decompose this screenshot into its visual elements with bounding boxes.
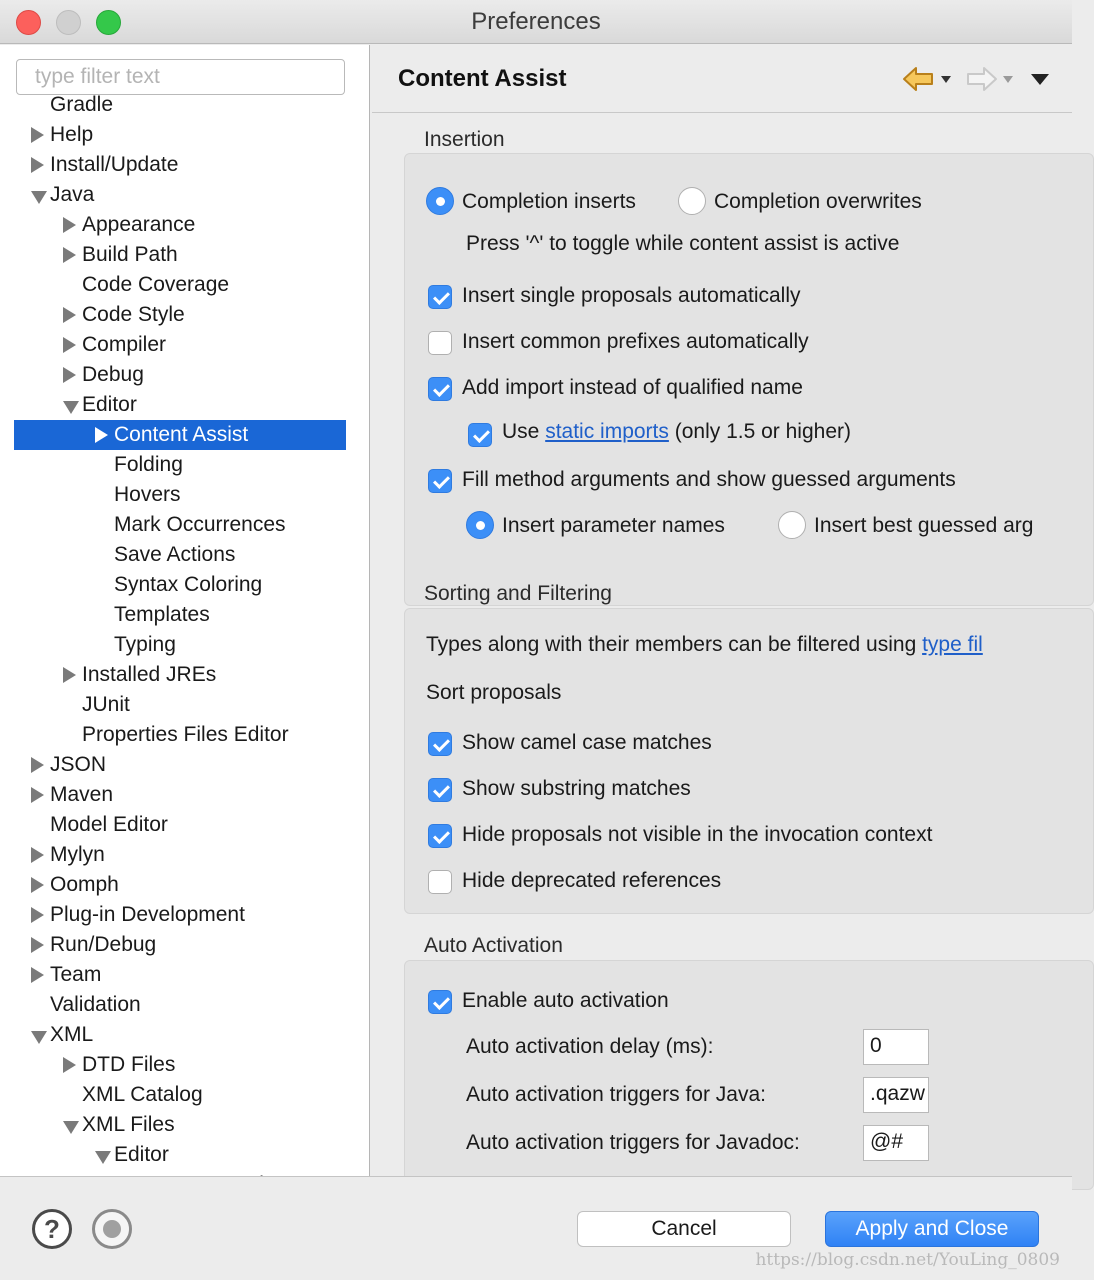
page-title: Content Assist	[398, 65, 567, 92]
tree-item[interactable]	[14, 480, 346, 510]
auto-activation-group-label: Auto Activation	[424, 934, 563, 957]
content-assist-page	[372, 45, 1072, 1176]
tree-item-label: XML Files	[82, 1113, 175, 1136]
tree-item[interactable]	[14, 900, 346, 930]
insertion-group	[404, 153, 1094, 606]
tree-item-label: Mark Occurrences	[114, 513, 286, 536]
insert-common-label: Insert common prefixes automatically	[462, 330, 809, 353]
collapsed-triangle-icon[interactable]	[63, 1057, 76, 1073]
static-imports-prefix: Use	[502, 420, 546, 443]
tree-item[interactable]	[14, 300, 346, 330]
forward-arrow-icon[interactable]	[964, 65, 998, 93]
expanded-triangle-icon[interactable]	[95, 1151, 111, 1164]
page-header	[372, 45, 1072, 113]
expanded-triangle-icon[interactable]	[31, 191, 47, 204]
tree-item-label: Templates	[114, 603, 210, 626]
tree-item[interactable]	[14, 180, 346, 210]
tree-item-label: Plug-in Development	[50, 903, 245, 926]
collapsed-triangle-icon[interactable]	[63, 337, 76, 353]
back-arrow-icon[interactable]	[902, 65, 936, 93]
tree-item-label: Gradle	[50, 93, 114, 116]
tree-item[interactable]	[14, 600, 346, 630]
tree-item-label: DTD Files	[82, 1053, 176, 1076]
tree-item[interactable]	[14, 1050, 346, 1080]
tree-item[interactable]	[14, 960, 346, 990]
expanded-triangle-icon[interactable]	[63, 401, 79, 414]
preferences-sidebar	[0, 45, 370, 1176]
tree-item[interactable]	[14, 660, 346, 690]
collapsed-triangle-icon[interactable]	[63, 667, 76, 683]
static-imports-row	[502, 420, 851, 444]
tree-item[interactable]	[14, 1110, 346, 1140]
tree-item-label: Hovers	[114, 483, 181, 506]
tree-item[interactable]	[14, 1140, 346, 1170]
camel-case-checkbox[interactable]	[428, 732, 452, 756]
title-bar	[0, 0, 1072, 44]
tree-item[interactable]	[14, 120, 346, 150]
tree-item-label: Run/Debug	[50, 933, 157, 956]
tree-item-label: Validation	[50, 993, 141, 1016]
sorting-group-label: Sorting and Filtering	[424, 582, 612, 605]
types-filter-text	[426, 633, 983, 657]
collapsed-triangle-icon[interactable]	[63, 307, 76, 323]
help-icon[interactable]: ?	[32, 1209, 72, 1249]
tree-item-label: Properties Files Editor	[82, 723, 289, 746]
tree-item-label: JSON	[50, 753, 107, 776]
tree-item[interactable]	[14, 870, 346, 900]
tree-item-label: Code Coverage	[82, 273, 230, 296]
tree-item[interactable]	[14, 930, 346, 960]
insert-common-checkbox[interactable]	[428, 331, 452, 355]
tree-item[interactable]	[14, 780, 346, 810]
tree-item-label: Syntax Coloring	[114, 573, 263, 596]
tree-item-label: Editor	[114, 1143, 169, 1166]
watermark: https://blog.csdn.net/YouLing_0809	[755, 1250, 1060, 1270]
completion-overwrites-radio[interactable]	[678, 187, 706, 215]
tree-item[interactable]	[14, 570, 346, 600]
hide-deprecated-checkbox[interactable]	[428, 870, 452, 894]
static-imports-suffix: (only 1.5 or higher)	[668, 420, 851, 443]
tree-item-label: Installed JREs	[82, 663, 217, 686]
best-guessed-radio[interactable]	[778, 511, 806, 539]
collapsed-triangle-icon[interactable]	[31, 907, 44, 923]
add-import-checkbox[interactable]	[428, 377, 452, 401]
forward-dropdown-icon[interactable]	[1002, 75, 1014, 85]
tree-item[interactable]	[14, 420, 346, 450]
tree-item[interactable]	[14, 990, 346, 1020]
param-names-radio[interactable]	[466, 511, 494, 539]
collapsed-triangle-icon[interactable]	[31, 757, 44, 773]
static-imports-checkbox[interactable]	[468, 423, 492, 447]
tree-item-label: Typing	[114, 633, 176, 656]
hide-deprecated-label: Hide deprecated references	[462, 869, 722, 892]
best-guessed-label: Insert best guessed arg	[814, 514, 1034, 537]
back-dropdown-icon[interactable]	[940, 75, 952, 85]
enable-auto-activation-checkbox[interactable]	[428, 990, 452, 1014]
tree-item[interactable]	[14, 810, 346, 840]
java-triggers-label: Auto activation triggers for Java:	[466, 1083, 766, 1106]
tree-item[interactable]	[14, 690, 346, 720]
javadoc-triggers-input[interactable]: @#	[863, 1125, 929, 1161]
tree-item[interactable]	[14, 330, 346, 360]
tree-item[interactable]	[14, 540, 346, 570]
tree-item-label: Build Path	[82, 243, 178, 266]
hide-not-visible-label: Hide proposals not visible in the invocation context	[462, 823, 933, 846]
insert-single-checkbox[interactable]	[428, 285, 452, 309]
hide-not-visible-checkbox[interactable]	[428, 824, 452, 848]
dialog-footer	[0, 1176, 1072, 1280]
tree-item-label: Appearance	[82, 213, 196, 236]
fill-method-label: Fill method arguments and show guessed arguments	[462, 468, 956, 491]
tree-item[interactable]	[14, 450, 346, 480]
tree-item-label: Mylyn	[50, 843, 105, 866]
tree-item[interactable]	[14, 390, 346, 420]
completion-inserts-radio[interactable]	[426, 187, 454, 215]
camel-case-label: Show camel case matches	[462, 731, 712, 754]
javadoc-triggers-label: Auto activation triggers for Javadoc:	[466, 1131, 800, 1154]
tree-item-label: Oomph	[50, 873, 119, 896]
tree-item-label: Install/Update	[50, 153, 179, 176]
tree-item[interactable]	[14, 750, 346, 780]
substring-checkbox[interactable]	[428, 778, 452, 802]
tree-item-label: Team	[50, 963, 102, 986]
tree-item[interactable]	[14, 210, 346, 240]
collapsed-triangle-icon[interactable]	[63, 367, 76, 383]
expanded-triangle-icon[interactable]	[31, 1031, 47, 1044]
tree-item-label: Compiler	[82, 333, 167, 356]
fill-method-checkbox[interactable]	[428, 469, 452, 493]
tree-item-label: Code Style	[82, 303, 185, 326]
tree-item-label: XML	[50, 1023, 94, 1046]
insert-single-label: Insert single proposals automatically	[462, 284, 801, 307]
insertion-group-label: Insertion	[424, 128, 505, 151]
collapsed-triangle-icon[interactable]	[31, 787, 44, 803]
tree-item[interactable]	[14, 720, 346, 750]
tree-item-label: Model Editor	[50, 813, 168, 836]
tree-item[interactable]	[14, 150, 346, 180]
types-filter-prefix: Types along with their members can be filtered using	[426, 633, 923, 656]
tree-item-label: JUnit	[82, 693, 130, 716]
collapsed-triangle-icon[interactable]	[63, 247, 76, 263]
tree-item-label: Content Assist	[114, 423, 249, 446]
sorting-group	[404, 608, 1094, 914]
add-import-label: Add import instead of qualified name	[462, 376, 803, 399]
collapsed-triangle-icon[interactable]	[31, 127, 44, 143]
tree-item-label: Save Actions	[114, 543, 236, 566]
collapsed-triangle-icon[interactable]	[31, 967, 44, 983]
completion-inserts-label: Completion inserts	[462, 190, 636, 213]
tree-item[interactable]	[14, 1020, 346, 1050]
tree-item[interactable]	[14, 510, 346, 540]
collapsed-triangle-icon[interactable]	[63, 217, 76, 233]
expanded-triangle-icon[interactable]	[63, 1121, 79, 1134]
tree-item-label: Folding	[114, 453, 183, 476]
tree-item[interactable]	[14, 270, 346, 300]
view-menu-icon[interactable]	[1030, 73, 1050, 87]
record-icon[interactable]	[92, 1209, 132, 1249]
delay-input[interactable]: 0	[863, 1029, 929, 1065]
java-triggers-input[interactable]: .qazw	[863, 1077, 929, 1113]
tree-item-label: Java	[50, 183, 95, 206]
cancel-button[interactable]: Cancel	[577, 1211, 791, 1247]
preferences-tree	[0, 93, 370, 1176]
collapsed-triangle-icon[interactable]	[95, 427, 108, 443]
param-names-label: Insert parameter names	[502, 514, 725, 537]
delay-label: Auto activation delay (ms):	[466, 1035, 714, 1058]
static-imports-link[interactable]: static imports	[545, 420, 669, 443]
toggle-hint: Press '^' to toggle while content assist is active	[466, 232, 900, 255]
tree-item[interactable]	[14, 360, 346, 390]
tree-item-label: XML Catalog	[82, 1083, 203, 1106]
window-title: Preferences	[471, 8, 601, 35]
completion-overwrites-label: Completion overwrites	[714, 190, 922, 213]
collapsed-triangle-icon[interactable]	[31, 157, 44, 173]
type-filters-link[interactable]: type fil	[922, 633, 983, 656]
tree-item[interactable]	[14, 1080, 346, 1110]
tree-item-label: Help	[50, 123, 94, 146]
collapsed-triangle-icon[interactable]	[31, 847, 44, 863]
tree-item[interactable]	[14, 630, 346, 660]
tree-item-label: Maven	[50, 783, 114, 806]
tree-item[interactable]	[14, 840, 346, 870]
tree-item[interactable]	[14, 240, 346, 270]
tree-item-label: Debug	[82, 363, 144, 386]
collapsed-triangle-icon[interactable]	[31, 877, 44, 893]
sort-proposals-label: Sort proposals	[426, 681, 562, 704]
enable-auto-activation-label: Enable auto activation	[462, 989, 669, 1012]
auto-activation-group	[404, 960, 1094, 1190]
substring-label: Show substring matches	[462, 777, 691, 800]
collapsed-triangle-icon[interactable]	[31, 937, 44, 953]
tree-item-label: Editor	[82, 393, 137, 416]
apply-and-close-button[interactable]: Apply and Close	[825, 1211, 1039, 1247]
tree-item[interactable]	[14, 90, 346, 120]
